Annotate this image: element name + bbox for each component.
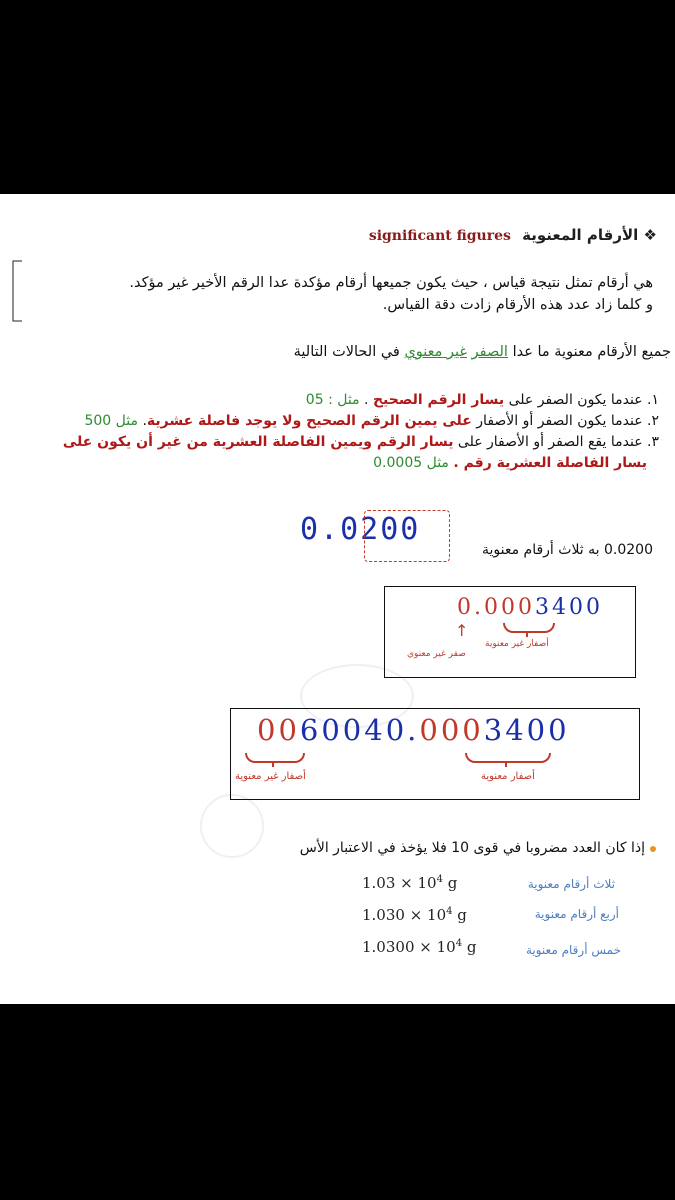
- rule-text: جميع الأرقام معنوية ما عدا: [507, 344, 671, 360]
- diamond-bullet-icon: ❖: [643, 226, 657, 244]
- brace-mark: [465, 753, 551, 763]
- case-highlight: على يمين الرقم الصحيح ولا يوجد فاصلة عشرية: [146, 413, 472, 429]
- bullet-icon: [650, 846, 656, 852]
- intro-paragraph: [43, 272, 653, 316]
- box2-mid-label: أصفار معنوية: [481, 771, 535, 782]
- brace-tip: [505, 761, 507, 767]
- dashed-highlight-box: [364, 510, 450, 562]
- rule-statement: [294, 344, 671, 360]
- sci-unit: g: [462, 938, 477, 956]
- heading-arabic: الأرقام المعنوية: [522, 226, 639, 244]
- case-number: ١.: [647, 392, 659, 408]
- case-text: عندما يكون الصفر أو الأصفار: [471, 413, 648, 429]
- sci-exponent: 4: [436, 874, 443, 885]
- case-tail: .: [359, 392, 373, 408]
- sci-label: خمس أرقام معنوية: [525, 943, 621, 957]
- sci-unit: g: [442, 874, 458, 892]
- sci-row: [362, 938, 476, 956]
- case-text: عندما يقع الصفر أو الأصفار على: [453, 434, 648, 450]
- case-tail: .: [138, 413, 147, 429]
- case-item: [4, 432, 659, 453]
- case-number: ٢.: [647, 413, 659, 429]
- rule-tail: في الحالات التالية: [293, 344, 405, 360]
- document-page: [0, 194, 675, 1004]
- sci-unit: g: [452, 906, 467, 924]
- case-item-continuation: [4, 453, 659, 474]
- brace-mark: [245, 753, 305, 763]
- sci-row: [362, 906, 467, 924]
- box2-decimal-zeros: 000: [419, 713, 484, 747]
- box2-middle-digits: 60040.: [299, 713, 420, 747]
- case-highlight: يسار الفاصلة العشرية رقم .: [453, 455, 647, 471]
- sci-row: [362, 874, 457, 892]
- rule-zero: الصفر: [471, 344, 508, 360]
- cases-list: [4, 390, 659, 474]
- case-example-value: 0.0005: [373, 455, 423, 471]
- example-number: 0.0200: [300, 512, 421, 547]
- example-caption-value: 0.0200: [604, 542, 653, 558]
- box2-leading-zeros: 00: [257, 713, 300, 747]
- case-highlight: يسار الرقم الصحيح: [372, 392, 505, 408]
- sci-coefficient: 1.0300 × 10: [362, 938, 456, 956]
- brace-mark: [503, 623, 555, 633]
- case-number: ٣.: [647, 434, 659, 450]
- box1-zeros: 0.000: [457, 595, 535, 620]
- case-text: عندما يكون الصفر على: [504, 392, 648, 408]
- case-highlight: يسار الرقم ويمين الفاصلة العشرية من غير أن يكون على: [62, 434, 454, 450]
- case-example-label: مثل :: [323, 392, 360, 408]
- sci-coefficient: 1.030 × 10: [362, 906, 447, 924]
- sci-exponent: 4: [446, 906, 453, 917]
- box1-number: [457, 595, 603, 620]
- case-example-label: مثل: [422, 455, 454, 471]
- example-caption: [482, 542, 653, 558]
- watermark-circle: [200, 794, 264, 858]
- box2-trailing-digits: 3400: [483, 713, 570, 747]
- case-example-label: مثل: [111, 413, 138, 429]
- example-caption-text: به ثلاث أرقام معنوية: [481, 542, 604, 558]
- sci-label: أربع أرقام معنوية: [534, 907, 619, 921]
- example-box-2: [230, 708, 640, 800]
- box2-left-label: أصفار غير معنوية: [235, 771, 306, 782]
- example-box-1: [384, 586, 636, 678]
- case-example-value: 500: [84, 413, 112, 429]
- sci-label: ثلاث أرقام معنوية: [527, 877, 615, 891]
- bracket-mark: [12, 260, 22, 322]
- box2-number: [257, 713, 570, 747]
- sci-exponent: 4: [455, 938, 463, 949]
- brace-tip: [526, 631, 528, 637]
- sci-coefficient: 1.03 × 10: [362, 874, 437, 892]
- case-item: [4, 390, 659, 411]
- intro-line-2: و كلما زاد عدد هذه الأرقام زادت دقة القياس.: [382, 297, 653, 313]
- arrow-up-icon: ↑: [455, 621, 469, 640]
- case-example-value: 05: [305, 392, 324, 408]
- section-heading: [369, 226, 657, 244]
- exponent-rule: إذا كان العدد مضروبا في قوى 10 فلا يؤخذ في الاعتبار الأس: [299, 840, 645, 856]
- box1-digits: 3400: [534, 595, 603, 620]
- box1-arrow-label: صفر غير معنوي: [407, 649, 466, 659]
- rule-not-significant: غير معنوي: [404, 344, 467, 360]
- intro-line-1: هي أرقام تمثل نتيجة قياس ، حيث يكون جميعها أرقام مؤكدة عدا الرقم الأخير غير مؤكد.: [129, 275, 653, 291]
- case-item: [4, 411, 659, 432]
- brace-tip: [272, 761, 274, 767]
- box1-brace-label: أصفار غير معنوية: [485, 639, 549, 649]
- heading-english: significant figures: [368, 228, 511, 244]
